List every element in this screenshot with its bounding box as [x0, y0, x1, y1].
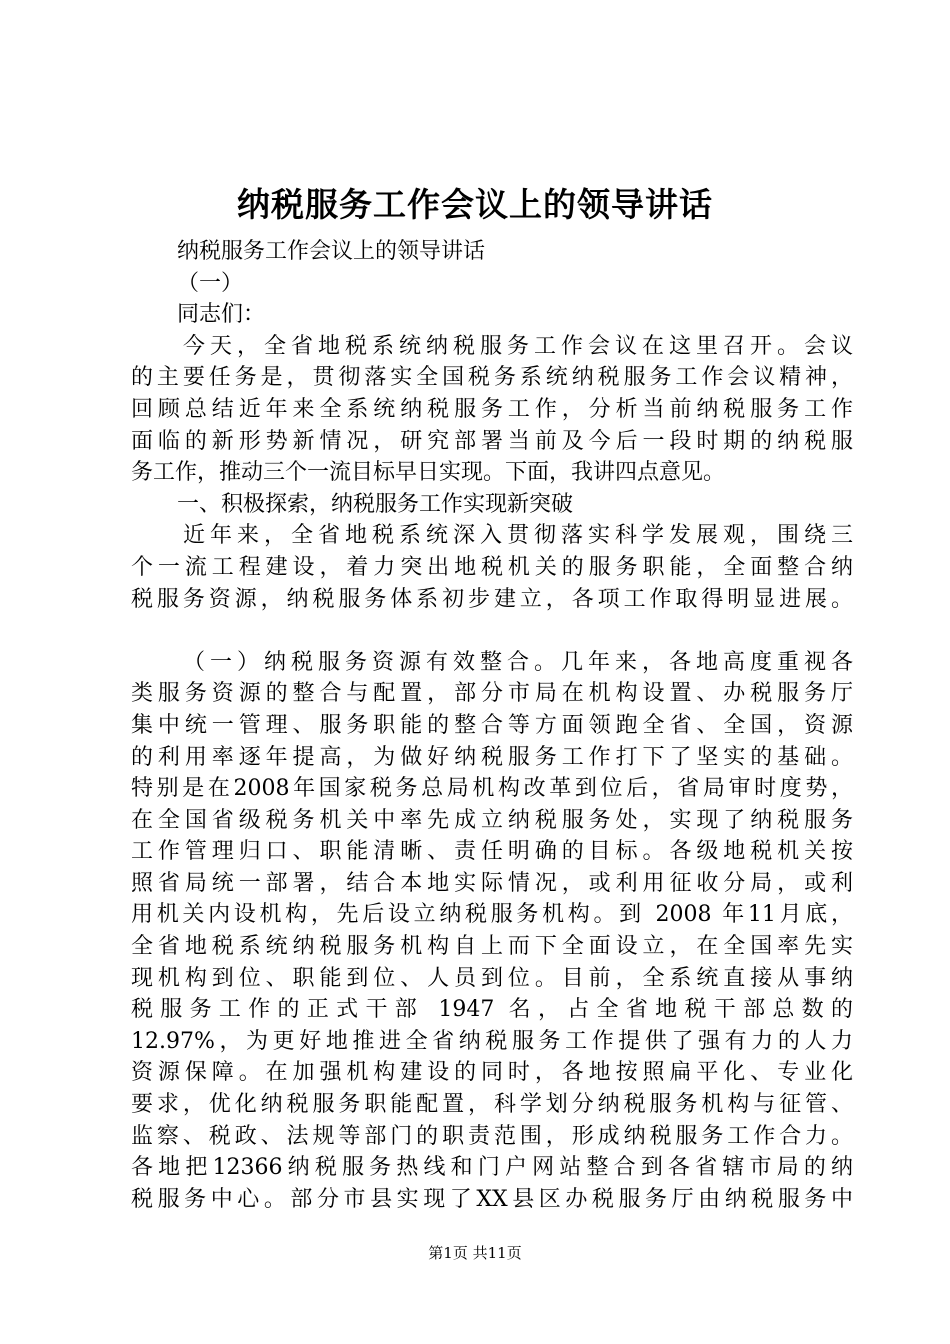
- document-title: 纳税服务工作会议上的领导讲话: [237, 185, 713, 224]
- paragraph-line: 个一流工程建设，着力突出地税机关的服务职能，全面整合纳: [131, 554, 853, 580]
- paragraph-line: 照省局统一部署，结合本地实际情况，或利用征收分局，或利: [131, 870, 853, 896]
- paragraph-line: 各地把12366纳税服务热线和门户网站整合到各省辖市局的纳: [131, 1155, 853, 1181]
- paragraph-line: 务工作，推动三个一流目标早日实现。下面，我讲四点意见。: [131, 460, 726, 486]
- paragraph-line: 在全国省级税务机关中率先成立纳税服务处，实现了纳税服务: [131, 807, 853, 833]
- paragraph-gap: [131, 615, 853, 647]
- paragraph-line: 全省地税系统纳税服务机构自上而下全面设立，在全国率先实: [131, 934, 853, 960]
- paragraph-line: 的主要任务是，贯彻落实全国税务系统纳税服务工作会议精神，: [131, 365, 853, 391]
- paragraph-line: 今天，全省地税系统纳税服务工作会议在这里召开。会议: [183, 333, 853, 359]
- paragraph-line: 要求，优化纳税服务职能配置，科学划分纳税服务机构与征管、: [131, 1092, 853, 1118]
- paragraph-line: 12.97%，为更好地推进全省纳税服务工作提供了强有力的人力: [131, 1028, 853, 1054]
- paragraph-line: 监察、税政、法规等部门的职责范围，形成纳税服务工作合力。: [131, 1123, 853, 1149]
- paragraph-line: 用机关内设机构，先后设立纳税服务机构。到 2008 年11月底，: [131, 902, 853, 928]
- paragraph-line: 集中统一管理、服务职能的整合等方面领跑全省、全国，资源: [131, 712, 853, 738]
- paragraph-line: 税服务中心。部分市县实现了XX县区办税服务厅由纳税服务中: [131, 1186, 853, 1212]
- paragraph-line: 现机构到位、职能到位、人员到位。目前，全系统直接从事纳: [131, 965, 853, 991]
- paragraph-line: 类服务资源的整合与配置，部分市局在机构设置、办税服务厅: [131, 681, 853, 707]
- document-body: [131, 236, 853, 1215]
- paragraph-line: 面临的新形势新情况，研究部署当前及今后一段时期的纳税服: [131, 428, 853, 454]
- paragraph-line: 的利用率逐年提高，为做好纳税服务工作打下了坚实的基础。: [131, 744, 853, 770]
- paragraph-line: 税服务工作的正式干部 1947 名，占全省地税干部总数的: [131, 997, 853, 1023]
- subtitle-line: 纳税服务工作会议上的领导讲话: [177, 239, 486, 264]
- salutation-line: 同志们：: [177, 302, 266, 328]
- paragraph-line: 工作管理归口、职能清晰、责任明确的目标。各级地税机关按: [131, 839, 853, 865]
- paragraph-line: （一）纳税服务资源有效整合。几年来，各地高度重视各: [183, 649, 853, 675]
- section-number-line: （一）: [177, 270, 244, 296]
- paragraph-line: 回顾总结近年来全系统纳税服务工作，分析当前纳税服务工作: [131, 396, 853, 422]
- page-footer: 第1页 共11页: [428, 1244, 522, 1262]
- paragraph-line: 税服务资源，纳税服务体系初步建立，各项工作取得明显进展。: [131, 586, 853, 612]
- paragraph-line: 近年来，全省地税系统深入贯彻落实科学发展观，围绕三: [183, 523, 853, 549]
- paragraph-line: 特别是在2008年国家税务总局机构改革到位后，省局审时度势，: [131, 776, 853, 802]
- paragraph-line: 资源保障。在加强机构建设的同时，各地按照扁平化、专业化: [131, 1060, 853, 1086]
- section-heading: 一、积极探索，纳税服务工作实现新突破: [177, 491, 574, 517]
